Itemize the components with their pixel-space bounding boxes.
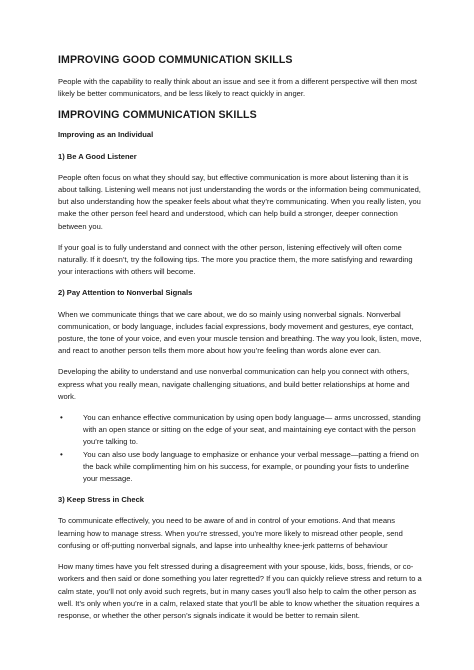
list-item-text: You can enhance effective communication by using open body language— arms uncrossed, standing with an open stance or sitting on the edge of your seat, and maintaining eye contact with the person you’re talking to.: [83, 413, 421, 447]
list-item: [58, 412, 422, 449]
document-page: [58, 54, 422, 631]
bullet-icon: •: [60, 449, 63, 459]
list-item: [58, 449, 422, 486]
list-item-text: You can also use body language to emphasize or enhance your verbal message—patting a friend on the back while complimenting him on his success, for example, or pounding your fists to underline your message.: [83, 449, 419, 484]
subsection-heading: Improving as an Individual: [58, 130, 154, 140]
heading-nonverbal: 2) Pay Attention to Nonverbal Signals: [58, 288, 193, 298]
paragraph-stress-2: How many times have you felt stressed during a disagreement with your spouse, kids, boss, friends, or co-workers and then said or done something you later regretted? If you can quickly relieve stress and return to a calm state, you’ll not only avoid such regrets, but in many cases you’ll also help to calm the other person as well. It’s only when you’re in a calm, relaxed state that you’ll be able to know whether the situation requires a response, or whether the other person’s signals indicate it would be better to remain silent.: [58, 562, 422, 620]
heading-listener: 1) Be A Good Listener: [58, 151, 137, 161]
paragraph-listener-2: If your goal is to fully understand and connect with the other person, listening effectively will often come naturally. If it doesn’t, try the following tips. The more you practice them, the more satisfying and rewarding your interactions with others will become.: [58, 242, 413, 277]
section-title: IMPROVING COMMUNICATION SKILLS: [58, 109, 257, 122]
paragraph-nonverbal-2: Developing the ability to understand and use nonverbal communication can help you connect with others, express what you really mean, navigate challenging situations, and build better relationships at home and work.: [58, 367, 410, 401]
heading-stress: 3) Keep Stress in Check: [58, 495, 144, 505]
bullet-icon: •: [60, 413, 63, 423]
bullet-list: [58, 412, 422, 485]
document-title: IMPROVING GOOD COMMUNICATION SKILLS: [58, 54, 293, 66]
paragraph-stress-1: To communicate effectively, you need to be aware of and in control of your emotions. And that means learning how to manage stress. When you’re stressed, you’re more likely to misread other people, send confusing or off-putting nonverbal signals, and lapse into unhealthy knee-jerk patterns of behaviour: [58, 516, 403, 550]
paragraph-nonverbal-1: When we communicate things that we care about, we do so mainly using nonverbal signals. Nonverbal communication, or body language, includes facial expressions, body movement and gestures, eye contact, posture, the tone of your voice, and even your muscle tension and breathing. The way you look, listen, move, and react to another person tells them more about how you’re feeling than words alone ever can.: [58, 309, 422, 356]
paragraph-listener-1: People often focus on what they should say, but effective communication is more about listening than it is about talking. Listening well means not just understanding the words or the information being communicated, but also understanding how the speaker feels about what they’re communicating. When you really listen, you make the other person feel heard and understood, which can help build a stronger, deeper connection between you.: [58, 172, 421, 231]
intro-paragraph: People with the capability to really think about an issue and see it from a different perspective will then most likely be better communicators, and be less likely to react quickly in anger.: [58, 77, 417, 99]
